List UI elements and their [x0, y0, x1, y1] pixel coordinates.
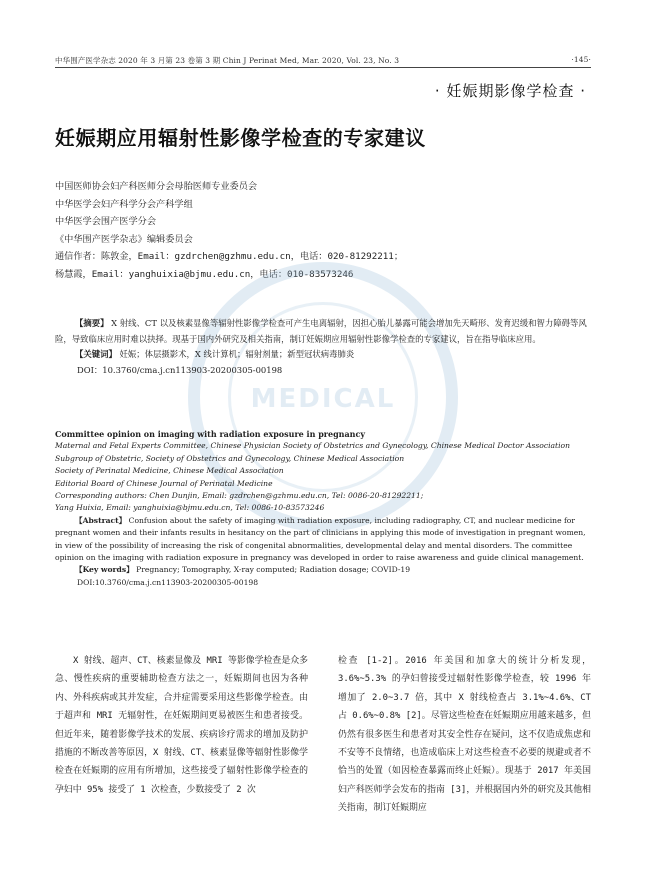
author-line: 《中华围产医学杂志》编辑委员会: [55, 233, 193, 245]
author-line: 中国医师协会妇产科医师分会母胎医师专业委员会: [55, 181, 258, 192]
author-line: 中华医学会妇产科学分会产科学组: [55, 198, 193, 210]
corresponding-author-line: 通信作者：陈敦金，Email：gzdrchen@gzhmu.edu.cn，电话：020-81292211；: [55, 251, 404, 263]
body-text: [55, 652, 591, 818]
article-title: 妊娠期应用辐射性影像学检查的专家建议: [55, 126, 426, 150]
affiliation-line: Editorial Board of Chinese Journal of Perinatal Medicine: [55, 478, 273, 488]
body-column-left: [55, 652, 308, 818]
abstract-label: 【摘要】: [75, 318, 109, 328]
affiliation-line: Maternal and Fetal Experts Committee, Chinese Physician Society of Obstetrics and Gynecology, Chinese Medical Doctor Association: [55, 441, 570, 451]
keywords-paragraph: [55, 347, 591, 363]
doi-line: DOI：10.3760/cma.j.cn113903-20200305-00198: [77, 364, 283, 375]
body-paragraph: 检查 [1-2]。2016 年美国和加拿大的统计分析发现，3.6%~5.3% 的孕妇曾接受过辐射性影像学检查，较 1996 年增加了 2.0~3.7 倍，其中 X 射线检查占 3.1%~4.6%、CT 占 0.6%~0.8% [2]。尽管这些检查在妊娠期应用越来越多，但仍然有很多医生和患者对其安全性存在疑问，这不仅造成焦虑和不安等不良情绪，也造成临床上对这些检查不必要的规避或者不恰当的处置（如因检查暴露而终止妊娠）。现基于 2017 年美国妇产科医师学会发布的指南 [3]，并根据国内外的研究及其他相关指南，制订妊娠期应: [338, 656, 591, 814]
keywords-text: 妊娠；体层摄影术，X 线计算机；辐射剂量；新型冠状病毒肺炎: [119, 349, 355, 359]
corresponding-authors-line: Corresponding authors: Chen Dunjin, Email: gzdrchen@gzhmu.edu.cn, Tel: 0086-20-81292211;: [55, 491, 424, 501]
watermark-seal-graphic: MEDICAL: [250, 384, 396, 414]
corresponding-authors-line: Yang Huixia, Email: yanghuixia@bjmu.edu.cn, Tel: 0086-10-83573246: [55, 503, 325, 513]
page-number: ·145·: [571, 55, 591, 64]
corresponding-author-line: 杨慧霞，Email：yanghuixia@bjmu.edu.cn，电话：010-83573246: [55, 268, 354, 280]
english-keywords-text: Pregnancy; Tomography, X-ray computed; Radiation dosage; COVID-19: [136, 565, 411, 575]
abstract-chinese: [55, 316, 591, 378]
body-paragraph: X 射线、超声、CT、核素显像及 MRI 等影像学检查是众多急、慢性疾病的重要辅助检查方法之一，妊娠期间也因为各种内、外科疾病或其并发症，合并症需要采用这些影像学检查。由于超声和 MRI 无辐射性，在妊娠期间更易被医生和患者接受。但近年来，随着影像学技术的发展、疾病诊疗需求的增加及防护措施的不断改善等原因，X 射线、CT、核素显像等辐射性影像学检查在妊娠期的应用有所增加，这些接受了辐射性影像学检查的孕妇中 95% 接受了 1 次检查，少数接受了 2 次: [55, 656, 308, 795]
column-tag: · 妊娠期影像学检查 ·: [434, 82, 586, 100]
abstract-text: X 射线、CT 以及核素显像等辐射性影像学检查可产生电离辐射，因担心胎儿暴露可能会增加先天畸形、发育迟缓和智力障碍等风险，导致临床应用时难以抉择。现基于国内外研究及相关指南，制订妊娠期应用辐射性影像学检查的专家建议，旨在指导临床应用。: [55, 318, 587, 344]
affiliation-line: Subgroup of Obstetric, Society of Obstetrics and Gynecology, Chinese Medical Association: [55, 453, 405, 463]
abstract-paragraph: [55, 316, 591, 347]
body-column-right: [338, 652, 591, 818]
english-keywords-paragraph: [55, 564, 591, 576]
english-doi-line: DOI:10.3760/cma.j.cn113903-20200305-00198: [77, 577, 259, 587]
journal-citation-line: 中华围产医学杂志 2020 年 3 月第 23 卷第 3 期 Chin J Perinat Med, Mar. 2020, Vol. 23, No. 3: [55, 56, 400, 65]
english-title: Committee opinion on imaging with radiation exposure in pregnancy: [55, 429, 366, 439]
english-abstract-label: 【Abstract】: [75, 515, 127, 525]
affiliation-line: Society of Perinatal Medicine, Chinese Medical Association: [55, 466, 284, 476]
author-line: 中华医学会围产医学分会: [55, 216, 157, 228]
keywords-label: 【关键词】: [75, 349, 117, 359]
running-header: [55, 55, 591, 66]
english-keywords-label: 【Key words】: [75, 565, 134, 575]
english-abstract-paragraph: [55, 515, 591, 565]
english-abstract-block: [55, 428, 591, 589]
header-rule: [55, 67, 591, 68]
english-abstract-text: Confusion about the safety of imaging with radiation exposure, including radiography, CT, and nuclear medicine for pregnant women and their infants results in hesitancy on the part of clinicians in applying this mode of investigation in pregnant women, in view of the possibility of increasing the risk of congenital abnormalities, developmental delay and mental disorders. The committee opinion on the imaging with radiation exposure in pregnancy was developed in order to raise awareness and guide clinical management.: [55, 515, 586, 563]
